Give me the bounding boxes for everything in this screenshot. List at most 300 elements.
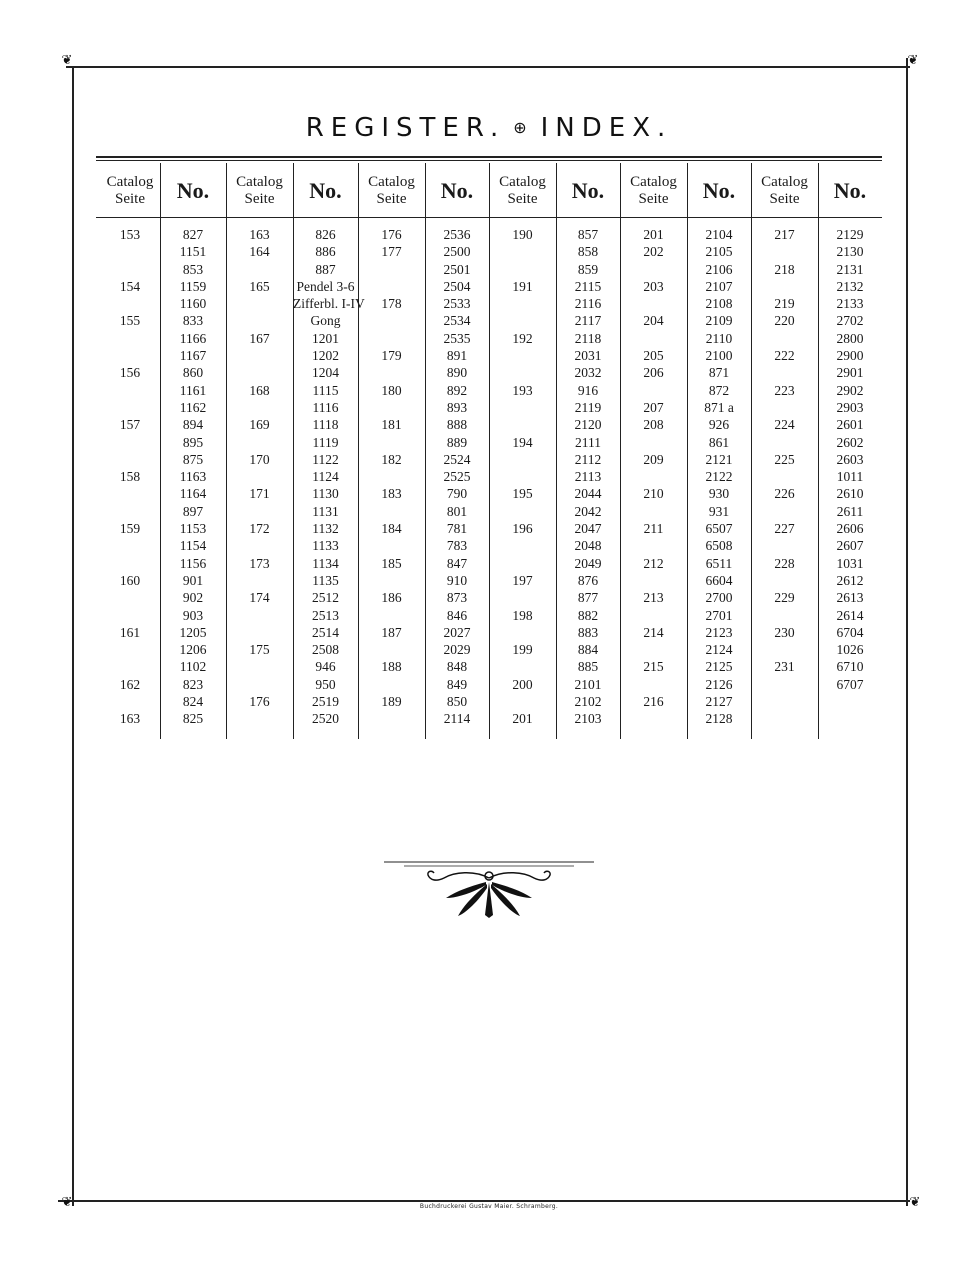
no-cell: 2123 [705,624,733,640]
catalog-seite-cell: 184 [381,521,402,537]
catalog-seite-cell [100,658,160,675]
header-no: No. [571,178,605,203]
catalog-seite-cell: 179 [381,348,402,364]
decorative-ornament-icon [384,860,594,922]
no-cell: 2104 [705,227,733,242]
catalog-seite-cell [620,641,687,658]
catalog-seite-cell: 190 [512,227,533,242]
no-cell: 2047 [574,521,602,537]
no-cell: 2102 [574,694,602,710]
no-cell: 2611 [836,503,864,519]
no-cell: 2113 [574,469,602,485]
catalog-seite-cell: 173 [249,555,270,571]
catalog-seite-cell: 163 [119,711,141,727]
no-cell: 903 [182,607,204,623]
no-cell: 1118 [312,417,339,433]
catalog-seite-cell [226,347,293,364]
catalog-seite-cell: 194 [512,434,533,450]
catalog-seite-cell: 220 [774,313,795,329]
no-cell: 801 [446,503,468,519]
catalog-seite-cell: 201 [512,711,533,727]
catalog-seite-cell: 222 [774,348,795,364]
no-cell: 2108 [705,296,733,312]
catalog-seite-cell: 185 [381,555,402,571]
title-register: REGISTER. [305,113,506,143]
no-cell: 2501 [443,261,471,277]
no-cell: 890 [446,365,468,381]
catalog-seite-cell: 186 [381,590,402,606]
no-cell [818,710,882,727]
catalog-seite-cell [226,399,293,416]
title-index: INDEX. [540,113,673,143]
no-cell: 885 [577,659,599,675]
no-cell: 1134 [312,555,339,571]
no-column [556,226,620,728]
catalog-seite-cell [489,347,556,364]
catalog-seite-cell [100,607,160,624]
catalog-seite-cell: 177 [381,244,402,260]
catalog-seite-cell [358,261,425,278]
no-cell: 1119 [312,434,339,450]
catalog-seite-cell [489,624,556,641]
catalog-seite-cell [358,710,425,727]
no-cell: 6704 [836,624,864,640]
catalog-seite-cell: 170 [249,451,270,467]
catalog-seite-cell [226,572,293,589]
corner-ornament-icon: ❦ [909,1195,921,1210]
catalog-seite-cell [751,641,818,658]
catalog-seite-cell [751,278,818,295]
no-cell: 2607 [836,538,864,554]
no-cell: 6707 [836,676,864,692]
no-cell: 2114 [443,711,471,727]
no-cell: 901 [182,572,204,588]
catalog-seite-cell: 162 [119,676,141,692]
catalog-seite-cell: 178 [381,296,402,312]
catalog-seite-cell: 206 [643,365,664,381]
no-cell: 926 [708,417,730,433]
no-cell: 873 [446,590,468,606]
header-catalog-seite: Catalog Seite [106,174,154,207]
no-cell: 2504 [443,278,471,294]
no-cell: 2613 [836,590,864,606]
no-cell: 2121 [705,451,733,467]
catalog-seite-cell [226,312,293,329]
catalog-seite-cell [358,312,425,329]
no-cell: 2049 [574,555,602,571]
catalog-seite-cell [100,434,160,451]
no-cell: 1164 [179,486,207,502]
catalog-seite-cell [100,399,160,416]
frame-right-border [906,58,908,1206]
no-cell: 1161 [179,382,207,398]
no-cell: 847 [446,555,468,571]
catalog-seite-cell [100,693,160,710]
catalog-seite-cell: 181 [381,417,402,433]
catalog-seite-cell: 207 [643,399,664,415]
no-cell: 2106 [705,261,733,277]
header-no: No. [309,178,342,203]
catalog-seite-cell: 201 [643,227,664,242]
catalog-seite-cell: 155 [119,313,141,329]
catalog-seite-cell: 209 [643,451,664,467]
no-cell: 2029 [443,642,471,658]
catalog-seite-cell: 224 [774,417,795,433]
catalog-seite-cell [358,676,425,693]
catalog-seite-cell [751,572,818,589]
no-cell: 781 [446,521,468,537]
no-cell: 2126 [705,676,733,692]
catalog-seite-cell [100,503,160,520]
catalog-seite-cell [358,330,425,347]
catalog-seite-cell: 223 [774,382,795,398]
catalog-seite-cell [751,243,818,260]
no-column [425,226,489,728]
no-cell: 2107 [705,278,733,294]
no-cell: 2702 [836,313,864,329]
catalog-seite-cell: 193 [512,382,533,398]
catalog-seite-cell: 202 [643,244,664,260]
no-cell: 833 [182,313,204,329]
no-cell: 2127 [705,694,733,710]
no-cell: 1167 [179,348,207,364]
no-cell: 2701 [705,607,733,623]
catalog-seite-cell [751,710,818,727]
no-cell: 950 [315,676,336,692]
catalog-seite-cell: 212 [643,555,664,571]
header-catalog-seite: Catalog Seite [236,174,283,207]
catalog-seite-cell: 191 [512,278,533,294]
corner-ornament-icon: ❦ [61,1195,73,1210]
no-cell: 930 [708,486,730,502]
no-cell: 2119 [574,399,602,415]
catalog-seite-cell: 169 [249,417,270,433]
no-cell: 6508 [705,538,733,554]
no-cell: 783 [446,538,468,554]
no-cell: 2525 [443,469,471,485]
no-cell: Gong [310,313,341,329]
catalog-seite-cell [489,693,556,710]
catalog-seite-cell [489,243,556,260]
catalog-seite-cell [489,468,556,485]
no-cell: 1163 [179,469,207,485]
catalog-seite-cell [358,641,425,658]
catalog-seite-cell: 230 [774,624,795,640]
no-cell: 850 [446,694,468,710]
no-cell: 823 [182,676,204,692]
no-cell: 6511 [705,555,733,571]
no-cell: 916 [577,382,599,398]
no-cell: 1135 [312,572,339,588]
catalog-seite-cell [358,468,425,485]
no-cell: Pendel 3-6 [296,278,355,294]
catalog-seite-cell: 156 [119,365,141,381]
catalog-seite-column [100,226,160,728]
no-cell: 2513 [312,607,339,623]
no-cell: 2027 [443,624,471,640]
no-cell: 846 [446,607,468,623]
catalog-seite-cell: 163 [249,227,270,242]
catalog-seite-column [358,226,425,728]
catalog-seite-cell: 167 [249,330,270,346]
no-cell: 827 [182,227,204,242]
no-cell: 1031 [836,555,864,571]
catalog-seite-cell: 216 [643,694,664,710]
no-cell: 1166 [179,330,207,346]
catalog-seite-cell: 160 [119,572,141,588]
no-cell: 1102 [179,659,207,675]
frame-left-border [72,66,74,1206]
catalog-seite-cell [226,364,293,381]
no-cell: 1115 [312,382,339,398]
catalog-seite-column [620,226,687,728]
no-cell: 902 [182,590,204,606]
catalog-seite-cell: 219 [774,296,795,312]
no-cell: 2124 [705,642,733,658]
no-cell: 1153 [179,521,207,537]
no-cell: 2132 [836,278,864,294]
table-top-rule [96,156,882,158]
catalog-seite-cell [620,607,687,624]
catalog-seite-cell [751,693,818,710]
table-top-rule-thin [96,160,882,161]
no-cell: 2535 [443,330,471,346]
catalog-seite-cell [620,382,687,399]
catalog-seite-cell [620,295,687,312]
catalog-seite-cell: 157 [119,417,141,433]
no-cell: 2044 [574,486,602,502]
catalog-seite-cell [226,537,293,554]
catalog-seite-cell [751,503,818,520]
title-separator-icon: ⊕ [513,118,527,137]
no-cell: 1130 [312,486,339,502]
catalog-seite-cell [620,330,687,347]
no-cell: 1151 [179,244,207,260]
catalog-seite-cell [358,607,425,624]
no-cell: 2610 [836,486,864,502]
catalog-seite-cell [100,555,160,572]
catalog-seite-cell [358,399,425,416]
no-cell: 2603 [836,451,864,467]
catalog-seite-cell [751,607,818,624]
no-cell: 2512 [312,590,339,606]
no-cell: 825 [182,711,204,727]
catalog-seite-cell [489,364,556,381]
no-cell: 1205 [179,624,207,640]
no-cell: 859 [577,261,599,277]
no-cell: 849 [446,676,468,692]
no-cell: 2902 [836,382,864,398]
no-cell: 2118 [574,330,602,346]
no-cell: 1131 [312,503,339,519]
no-cell: 2900 [836,348,864,364]
catalog-seite-cell: 176 [249,694,270,710]
catalog-seite-cell: 192 [512,330,533,346]
no-cell: 1160 [179,296,207,312]
catalog-seite-cell [751,537,818,554]
catalog-seite-cell: 164 [249,244,270,260]
header-catalog-seite: Catalog Seite [368,174,415,207]
no-cell: 2601 [836,417,864,433]
no-cell: 876 [577,572,599,588]
no-cell: 1154 [179,538,207,554]
no-cell: 853 [182,261,204,277]
no-cell: 2901 [836,365,864,381]
catalog-seite-cell [620,572,687,589]
header-catalog-seite: Catalog Seite [630,174,677,207]
no-cell: 2133 [836,296,864,312]
catalog-seite-cell [358,434,425,451]
no-cell: 892 [446,382,468,398]
corner-ornament-icon: ❦ [907,53,919,68]
catalog-seite-cell [100,537,160,554]
no-cell: 2800 [836,330,864,346]
catalog-seite-column [751,226,818,728]
no-cell: 888 [446,417,468,433]
no-cell: 1116 [312,399,339,415]
no-cell: 2103 [574,711,602,727]
catalog-seite-cell [489,295,556,312]
no-cell: 931 [708,503,730,519]
catalog-seite-cell: 182 [381,451,402,467]
catalog-seite-cell [489,555,556,572]
no-cell: 2534 [443,313,471,329]
catalog-seite-cell: 161 [119,624,141,640]
no-cell: 2110 [705,330,733,346]
catalog-seite-cell: 195 [512,486,533,502]
catalog-seite-cell: 205 [643,348,664,364]
catalog-seite-cell [226,503,293,520]
no-cell: 826 [315,227,336,242]
catalog-seite-cell [489,537,556,554]
no-cell: 2048 [574,538,602,554]
no-cell: 1122 [312,451,339,467]
catalog-seite-cell: 198 [512,607,533,623]
catalog-seite-cell: 200 [512,676,533,692]
catalog-seite-cell [226,468,293,485]
no-cell: 2117 [574,313,602,329]
catalog-seite-cell [100,261,160,278]
catalog-seite-cell: 165 [249,278,270,294]
no-cell: 824 [182,694,204,710]
no-cell: 897 [182,503,204,519]
no-cell: 2111 [575,434,601,450]
no-cell: 2122 [705,469,733,485]
catalog-seite-cell [100,243,160,260]
catalog-seite-cell: 174 [249,590,270,606]
no-cell: 887 [315,261,336,277]
catalog-seite-cell [489,416,556,433]
catalog-seite-cell [489,261,556,278]
catalog-seite-cell [751,676,818,693]
no-cell: 861 [708,434,730,450]
catalog-seite-cell [226,261,293,278]
no-cell: 2612 [836,572,864,588]
header-catalog-seite: Catalog Seite [761,174,808,207]
no-cell: 882 [577,607,599,623]
no-cell: 2514 [312,624,339,640]
no-cell: 2120 [574,417,602,433]
catalog-seite-cell: 189 [381,694,402,710]
no-cell: 2101 [574,676,602,692]
catalog-seite-cell [751,434,818,451]
catalog-seite-cell: 175 [249,642,270,658]
no-cell: 895 [182,434,204,450]
no-cell: 2128 [705,711,733,727]
catalog-seite-cell [100,382,160,399]
no-cell: 2533 [443,296,471,312]
printer-imprint: Buchdruckerei Gustav Maier. Schramberg. [419,1203,559,1210]
catalog-seite-cell: 214 [643,624,664,640]
catalog-seite-cell [100,330,160,347]
catalog-seite-cell [751,330,818,347]
catalog-seite-cell [620,537,687,554]
no-cell [818,693,882,710]
catalog-seite-cell: 199 [512,642,533,658]
catalog-seite-cell: 154 [119,278,141,294]
catalog-seite-cell: 213 [643,590,664,606]
no-cell: 2131 [836,261,864,277]
catalog-seite-cell: 225 [774,451,795,467]
no-cell: 2112 [574,451,602,467]
catalog-seite-cell: 226 [774,486,795,502]
catalog-seite-cell: 228 [774,555,795,571]
no-cell: 1206 [179,642,207,658]
no-column [818,226,882,728]
catalog-seite-cell: 227 [774,521,795,537]
no-cell: 1162 [179,399,207,415]
catalog-seite-cell [226,658,293,675]
corner-ornament-icon: ❦ [61,53,73,68]
no-cell: 891 [446,348,468,364]
no-cell: 2903 [836,399,864,415]
catalog-seite-cell: 196 [512,521,533,537]
catalog-seite-cell [226,295,293,312]
no-cell: 6710 [836,659,864,675]
catalog-seite-cell: 158 [119,469,141,485]
no-cell: 946 [315,659,336,675]
catalog-seite-cell: 204 [643,313,664,329]
catalog-seite-cell [489,589,556,606]
catalog-seite-cell [226,607,293,624]
catalog-seite-cell [620,676,687,693]
header-no: No. [833,178,867,203]
no-cell: 2031 [574,348,602,364]
no-column [160,226,226,728]
no-cell: 6604 [705,572,733,588]
no-column [687,226,751,728]
catalog-seite-cell [100,485,160,502]
catalog-seite-cell [226,434,293,451]
catalog-seite-cell [489,503,556,520]
no-cell: 883 [577,624,599,640]
catalog-seite-cell [358,278,425,295]
catalog-seite-cell: 210 [643,486,664,502]
catalog-seite-cell [620,710,687,727]
no-cell: 893 [446,399,468,415]
catalog-seite-cell: 172 [249,521,270,537]
header-no: No. [176,178,210,203]
catalog-seite-cell: 180 [381,382,402,398]
catalog-seite-cell: 203 [643,278,664,294]
catalog-seite-column [226,226,293,728]
no-cell: 2700 [705,590,733,606]
catalog-seite-cell [489,451,556,468]
no-cell: 1156 [179,555,207,571]
no-cell: 871 [708,365,730,381]
catalog-seite-cell: 218 [774,261,795,277]
catalog-seite-cell [100,641,160,658]
